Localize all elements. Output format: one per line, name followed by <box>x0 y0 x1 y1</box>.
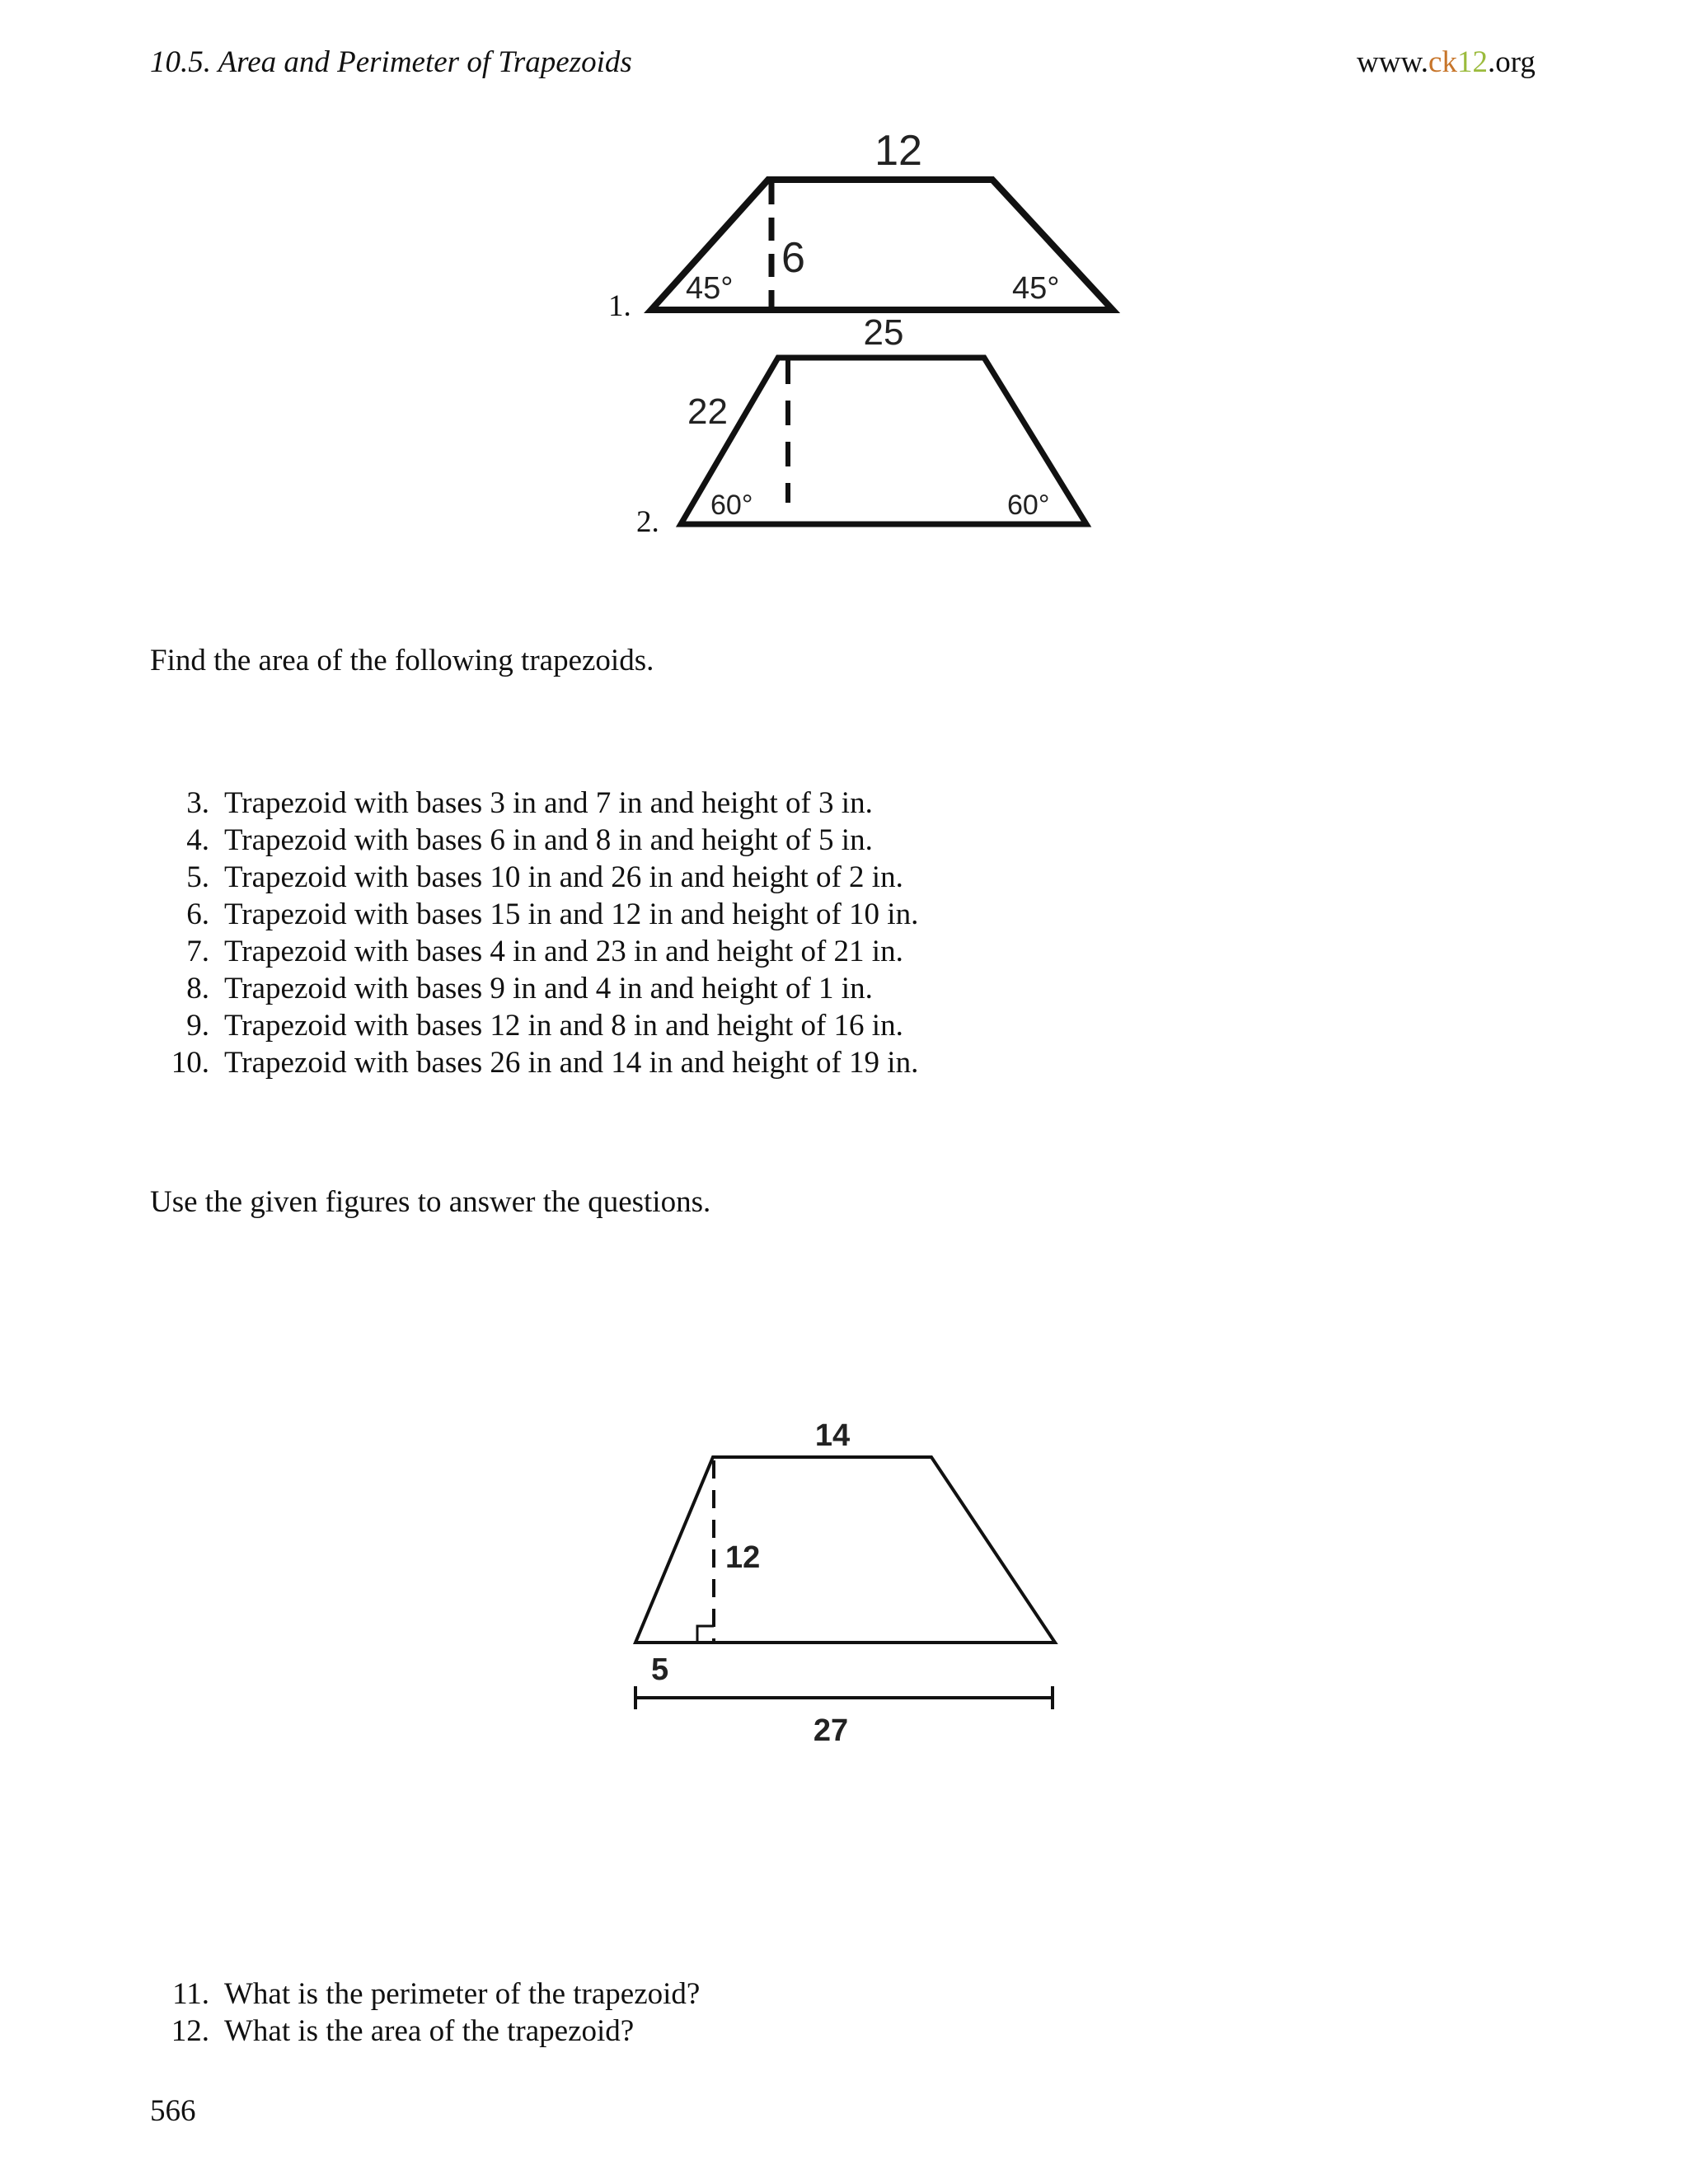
question-number: 7. <box>186 935 209 968</box>
site-url[interactable] <box>1357 45 1536 80</box>
question-number: 11. <box>172 1977 209 2011</box>
site-url-suffix: .org <box>1487 45 1536 79</box>
trapezoid-1-left-angle: 45° <box>686 271 734 306</box>
trapezoid-3-top-base-label: 14 <box>814 1418 851 1453</box>
question-number: 5. <box>186 860 209 894</box>
trapezoid-1-height-label: 6 <box>781 234 805 282</box>
instruction-find-area: Find the area of the following trapezoids. <box>150 644 654 677</box>
trapezoid-3-offset-label: 5 <box>651 1652 669 1687</box>
page-number: 566 <box>150 2094 196 2128</box>
trapezoid-figure-3 <box>618 1409 1080 1755</box>
question-number: 6. <box>186 898 209 931</box>
question-text: Trapezoid with bases 26 in and 14 in and height of 19 in. <box>224 1046 919 1080</box>
figure-2-number: 2. <box>636 505 659 539</box>
figure-question-list <box>150 1976 1139 2050</box>
section-title: 10.5. Area and Perimeter of Trapezoids <box>150 45 632 79</box>
figure-1-number: 1. <box>608 289 631 323</box>
question-number: 4. <box>186 823 209 857</box>
trapezoid-1-top-base-label: 12 <box>874 127 922 175</box>
right-angle-marker <box>697 1626 714 1643</box>
trapezoid-2-left-angle: 60° <box>710 490 753 521</box>
question-number: 3. <box>186 786 209 820</box>
question-text: Trapezoid with bases 9 in and 4 in and height of 1 in. <box>224 972 873 1005</box>
question-number: 12. <box>171 2014 209 2048</box>
trapezoid-2-top-base-label: 25 <box>863 312 904 353</box>
question-text: Trapezoid with bases 15 in and 12 in and height of 10 in. <box>224 898 919 931</box>
question-number: 9. <box>186 1009 209 1043</box>
question-number: 10. <box>171 1046 209 1080</box>
trapezoid-1-right-angle: 45° <box>1012 271 1060 306</box>
question-text: Trapezoid with bases 3 in and 7 in and height of 3 in. <box>224 786 873 820</box>
trapezoid-3-shape <box>635 1457 1055 1643</box>
trapezoid-3-bottom-base-label: 27 <box>813 1713 849 1748</box>
question-text: What is the area of the trapezoid? <box>224 2014 635 2048</box>
trapezoid-figure-2 <box>668 308 1096 531</box>
question-number: 8. <box>186 972 209 1005</box>
question-text: Trapezoid with bases 6 in and 8 in and height of 5 in. <box>224 823 873 857</box>
trapezoid-2-leg-label: 22 <box>687 391 728 432</box>
trapezoid-figure-1 <box>643 124 1121 321</box>
question-text: Trapezoid with bases 12 in and 8 in and height of 16 in. <box>224 1009 903 1043</box>
instruction-use-figures: Use the given figures to answer the questions. <box>150 1185 711 1219</box>
question-text: What is the perimeter of the trapezoid? <box>224 1977 701 2011</box>
trapezoid-2-right-angle: 60° <box>1007 490 1050 521</box>
question-text: Trapezoid with bases 10 in and 26 in and height of 2 in. <box>224 860 903 894</box>
site-url-ck: ck <box>1428 45 1457 79</box>
area-question-list <box>150 785 1139 1090</box>
site-url-prefix: www. <box>1357 45 1429 79</box>
site-url-12: 12 <box>1456 45 1488 79</box>
question-text: Trapezoid with bases 4 in and 23 in and height of 21 in. <box>224 935 903 968</box>
trapezoid-3-height-label: 12 <box>725 1540 761 1575</box>
